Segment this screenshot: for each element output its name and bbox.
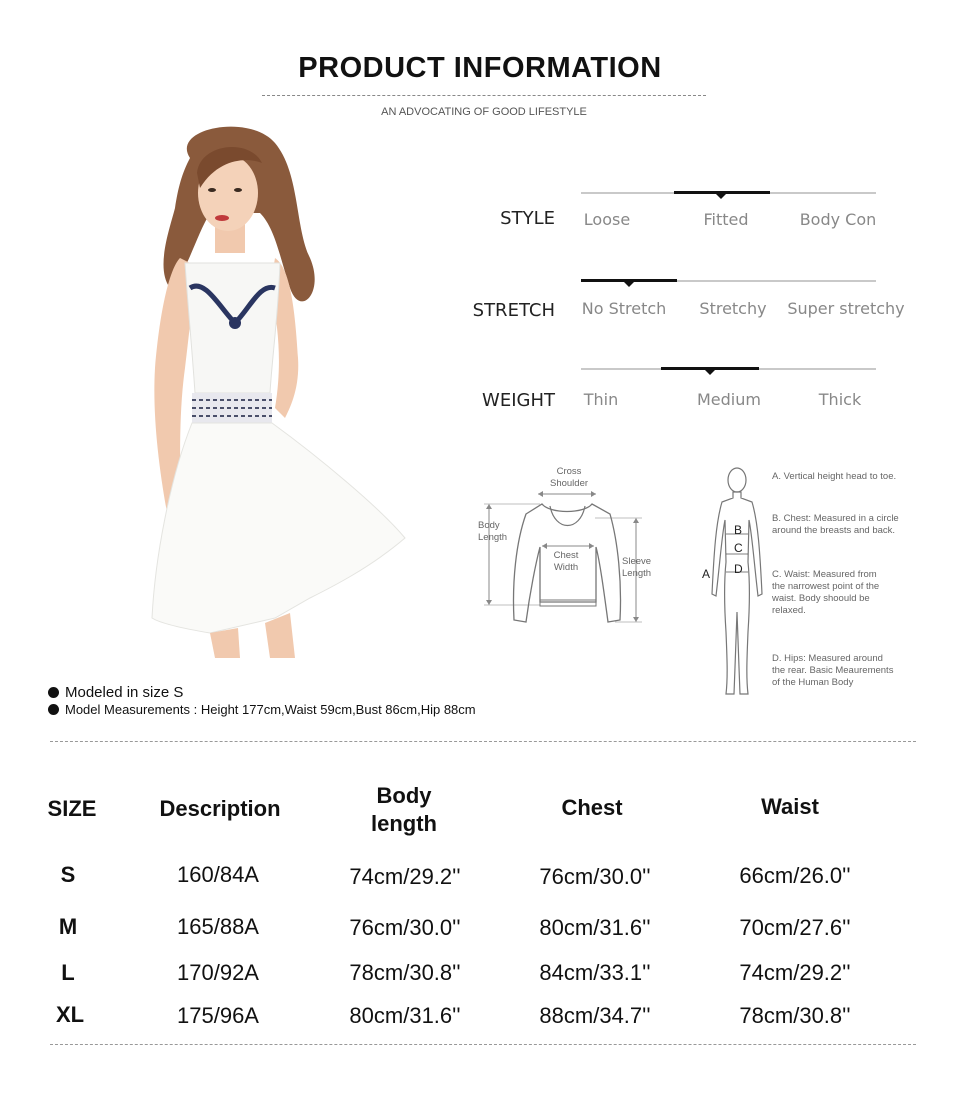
body-note-d: D. Hips: Measured around the rear. Basic Meaurements of the Human Body bbox=[772, 653, 894, 688]
model-photo bbox=[100, 118, 420, 658]
model-size-note bbox=[48, 684, 183, 701]
weight-option-thick: Thick bbox=[818, 390, 862, 409]
attribute-label-stretch: STRETCH bbox=[472, 300, 555, 321]
page-title: PRODUCT INFORMATION bbox=[298, 52, 662, 84]
table-header-chest: Chest bbox=[561, 795, 623, 820]
table-cell-chest: 84cm/33.1'' bbox=[539, 960, 651, 985]
stretch-scale-pointer bbox=[624, 282, 634, 287]
body-note-a: A. Vertical height head to toe. bbox=[772, 471, 897, 482]
table-cell-body-length: 78cm/30.8'' bbox=[349, 960, 461, 985]
table-cell-waist: 74cm/29.2'' bbox=[739, 960, 851, 985]
table-cell-description: 160/84A bbox=[177, 862, 259, 887]
table-cell-chest: 88cm/34.7'' bbox=[539, 1003, 651, 1028]
model-measurements-text: Model Measurements : Height 177cm,Waist 59cm,Bust 86cm,Hip 88cm bbox=[65, 702, 476, 717]
table-cell-size: L bbox=[61, 960, 75, 985]
table-cell-body-length: 80cm/31.6'' bbox=[349, 1003, 461, 1028]
attribute-label-style: STYLE bbox=[500, 208, 555, 229]
stretch-option-stretchy: Stretchy bbox=[699, 299, 767, 318]
weight-scale-pointer bbox=[705, 370, 715, 375]
body-measure-diagram bbox=[700, 462, 770, 702]
section-divider-top bbox=[50, 741, 916, 742]
bullet-icon bbox=[48, 687, 59, 698]
table-cell-description: 175/96A bbox=[177, 1003, 259, 1028]
table-header-description: Description bbox=[159, 796, 281, 821]
table-header-body-length: Body length bbox=[371, 783, 437, 836]
model-illustration bbox=[100, 118, 420, 658]
table-cell-size: S bbox=[60, 862, 76, 887]
table-cell-waist: 66cm/26.0'' bbox=[739, 863, 851, 888]
bullet-icon bbox=[48, 704, 59, 715]
weight-option-thin: Thin bbox=[583, 390, 619, 409]
table-cell-body-length: 74cm/29.2'' bbox=[349, 864, 461, 889]
body-marker-c: C bbox=[734, 541, 743, 555]
section-divider-bottom bbox=[50, 1044, 916, 1045]
body-marker-b: B bbox=[734, 523, 743, 537]
style-option-fitted: Fitted bbox=[703, 210, 749, 229]
table-header-waist: Waist bbox=[761, 794, 819, 819]
table-cell-chest: 76cm/30.0'' bbox=[539, 864, 651, 889]
chest-width-label: Chest Width bbox=[553, 550, 579, 573]
table-cell-description: 165/88A bbox=[177, 914, 259, 939]
human-body-outline-icon bbox=[700, 462, 770, 702]
body-note-b: B. Chest: Measured in a circle around the breasts and back. bbox=[772, 513, 899, 536]
table-cell-size: XL bbox=[55, 1002, 85, 1027]
model-size-text: Modeled in size S bbox=[65, 684, 184, 701]
weight-option-medium: Medium bbox=[697, 390, 761, 409]
body-note-c: C. Waist: Measured from the narrowest point of the waist. Body shoould be relaxed. bbox=[772, 569, 880, 616]
style-option-loose: Loose bbox=[583, 210, 631, 229]
attribute-label-weight: WEIGHT bbox=[482, 390, 555, 411]
page-subtitle: AN ADVOCATING OF GOOD LIFESTYLE bbox=[381, 106, 587, 118]
body-marker-a: A bbox=[702, 567, 711, 581]
table-header-size: SIZE bbox=[47, 796, 97, 821]
model-measurements-note bbox=[48, 702, 476, 717]
stretch-option-no-stretch: No Stretch bbox=[581, 299, 667, 318]
style-option-body-con: Body Con bbox=[799, 210, 877, 229]
sleeve-length-label: Sleeve Length bbox=[622, 556, 652, 579]
body-length-label: Body Length bbox=[478, 520, 508, 543]
table-cell-chest: 80cm/31.6'' bbox=[539, 915, 651, 940]
title-divider bbox=[262, 95, 706, 96]
cross-shoulder-label: Cross Shoulder bbox=[549, 466, 589, 489]
table-cell-size: M bbox=[58, 914, 78, 939]
stretch-option-super-stretchy: Super stretchy bbox=[787, 299, 905, 318]
style-scale-pointer bbox=[716, 194, 726, 199]
table-cell-waist: 78cm/30.8'' bbox=[739, 1003, 851, 1028]
body-marker-d: D bbox=[734, 562, 743, 576]
table-cell-waist: 70cm/27.6'' bbox=[739, 915, 851, 940]
table-cell-body-length: 76cm/30.0'' bbox=[349, 915, 461, 940]
table-cell-description: 170/92A bbox=[177, 960, 259, 985]
